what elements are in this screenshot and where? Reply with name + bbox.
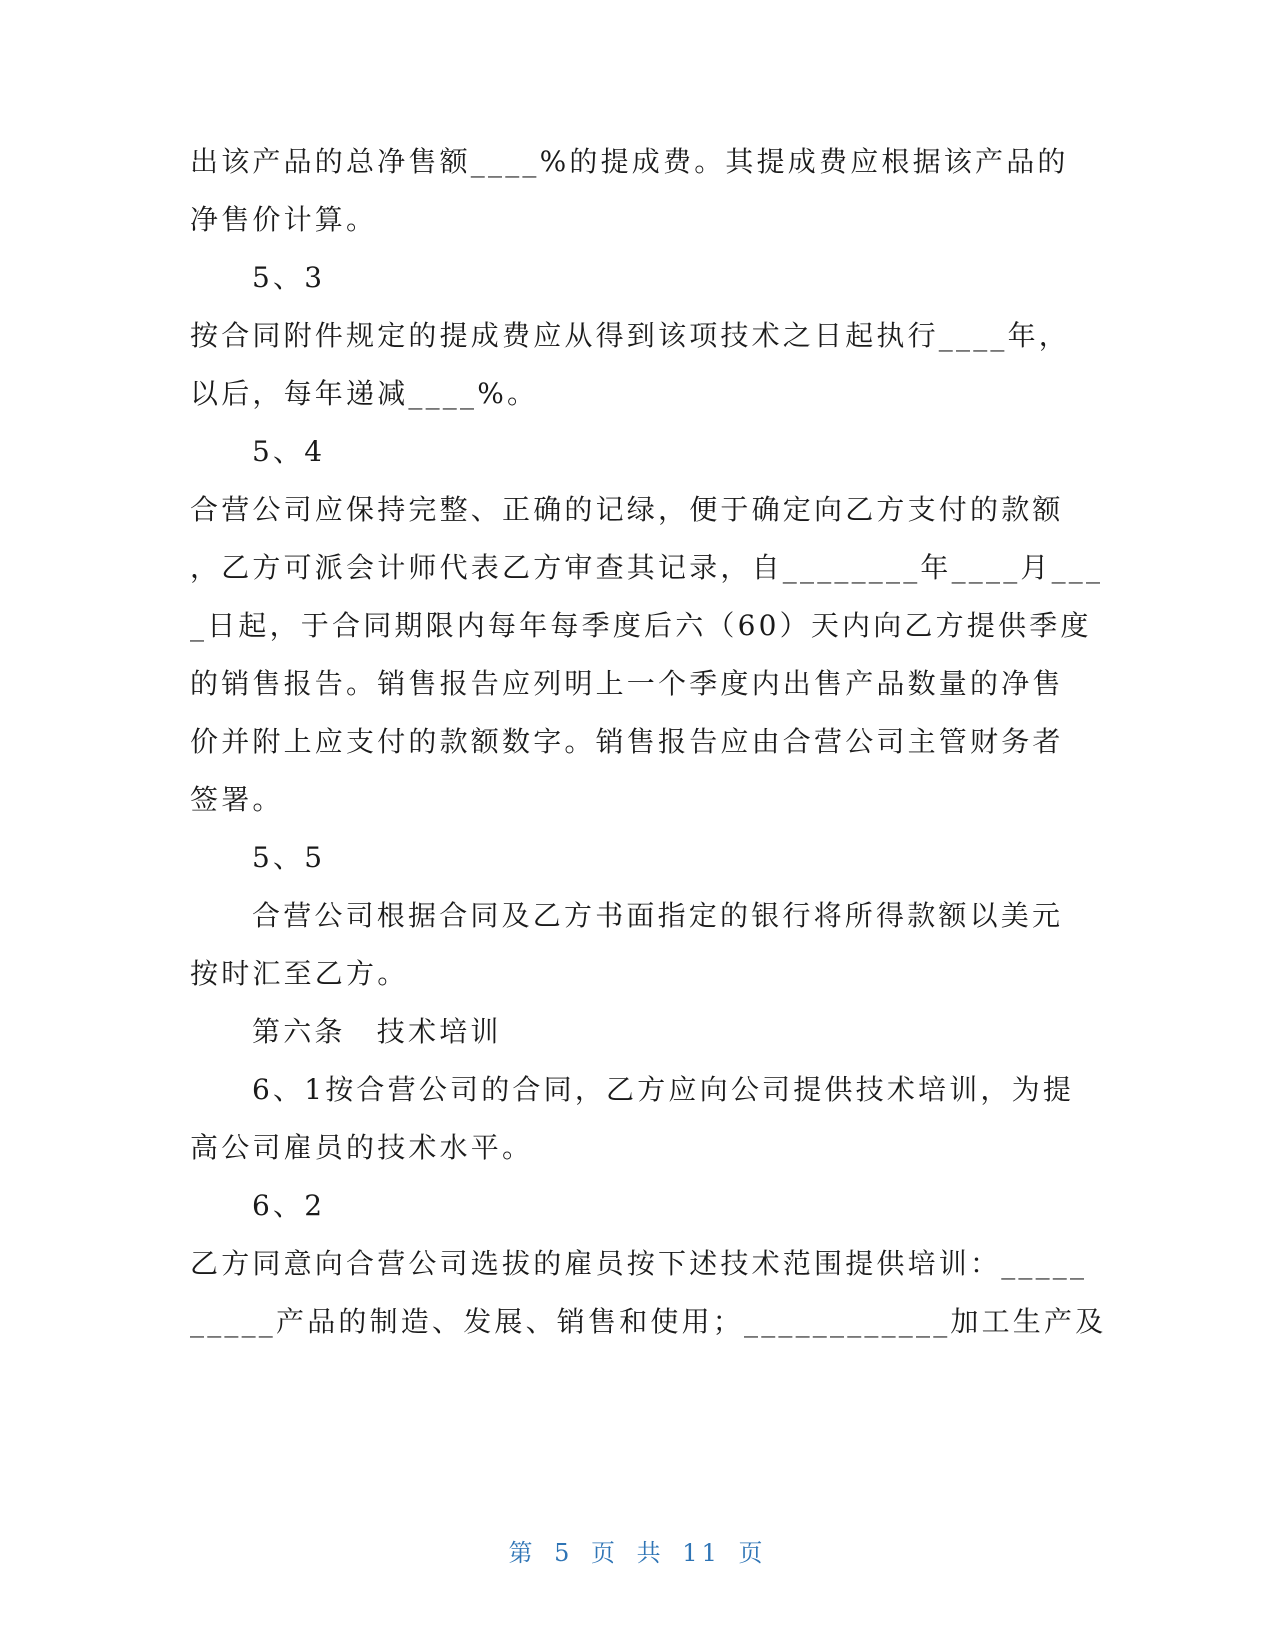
text-line: 合营公司根据合同及乙方书面指定的银行将所得款额以美元 [252,899,1064,932]
text-line: 6、1按合营公司的合同，乙方应向公司提供技术培训，为提 [252,1073,1075,1106]
text-line: 按合同附件规定的提成费应从得到该项技术之日起执行____年， [190,319,1071,352]
page-number-footer [0,1536,1275,1570]
section-heading: 第六条 技术培训 [252,1015,502,1048]
clause-number: 5、4 [252,435,326,468]
text-line: 合营公司应保持完整、正确的记绿，便于确定向乙方支付的款额 [190,493,1064,526]
text-line: 签署。 [190,783,284,816]
text-line: 出该产品的总净售额____%的提成费。其提成费应根据该产品的 [190,145,1069,178]
text-line: 乙方同意向合营公司选拔的雇员按下述技术范围提供培训：_____ [190,1247,1088,1280]
text-line: _____产品的制造、发展、销售和使用；____________加工生产及 [190,1305,1107,1338]
text-line: ，乙方可派会计师代表乙方审查其记录，自________年____月___ [190,551,1104,584]
clause-number: 5、5 [252,841,326,874]
page-number-text: 第 5 页 共 11 页 [508,1539,767,1567]
text-line: 以后，每年递减____%。 [190,377,539,410]
text-line: 净售价计算。 [190,203,378,236]
clause-number: 6、2 [252,1189,326,1222]
text-line: 按时汇至乙方。 [190,957,409,990]
text-line: 价并附上应支付的款额数字。销售报告应由合营公司主管财务者 [190,725,1064,758]
text-line: 的销售报告。销售报告应列明上一个季度内出售产品数量的净售 [190,667,1064,700]
text-line: _日起，于合同期限内每年每季度后六（60）天内向乙方提供季度 [190,609,1092,642]
clause-number: 5、3 [252,261,326,294]
text-line: 高公司雇员的技术水平。 [190,1131,534,1164]
